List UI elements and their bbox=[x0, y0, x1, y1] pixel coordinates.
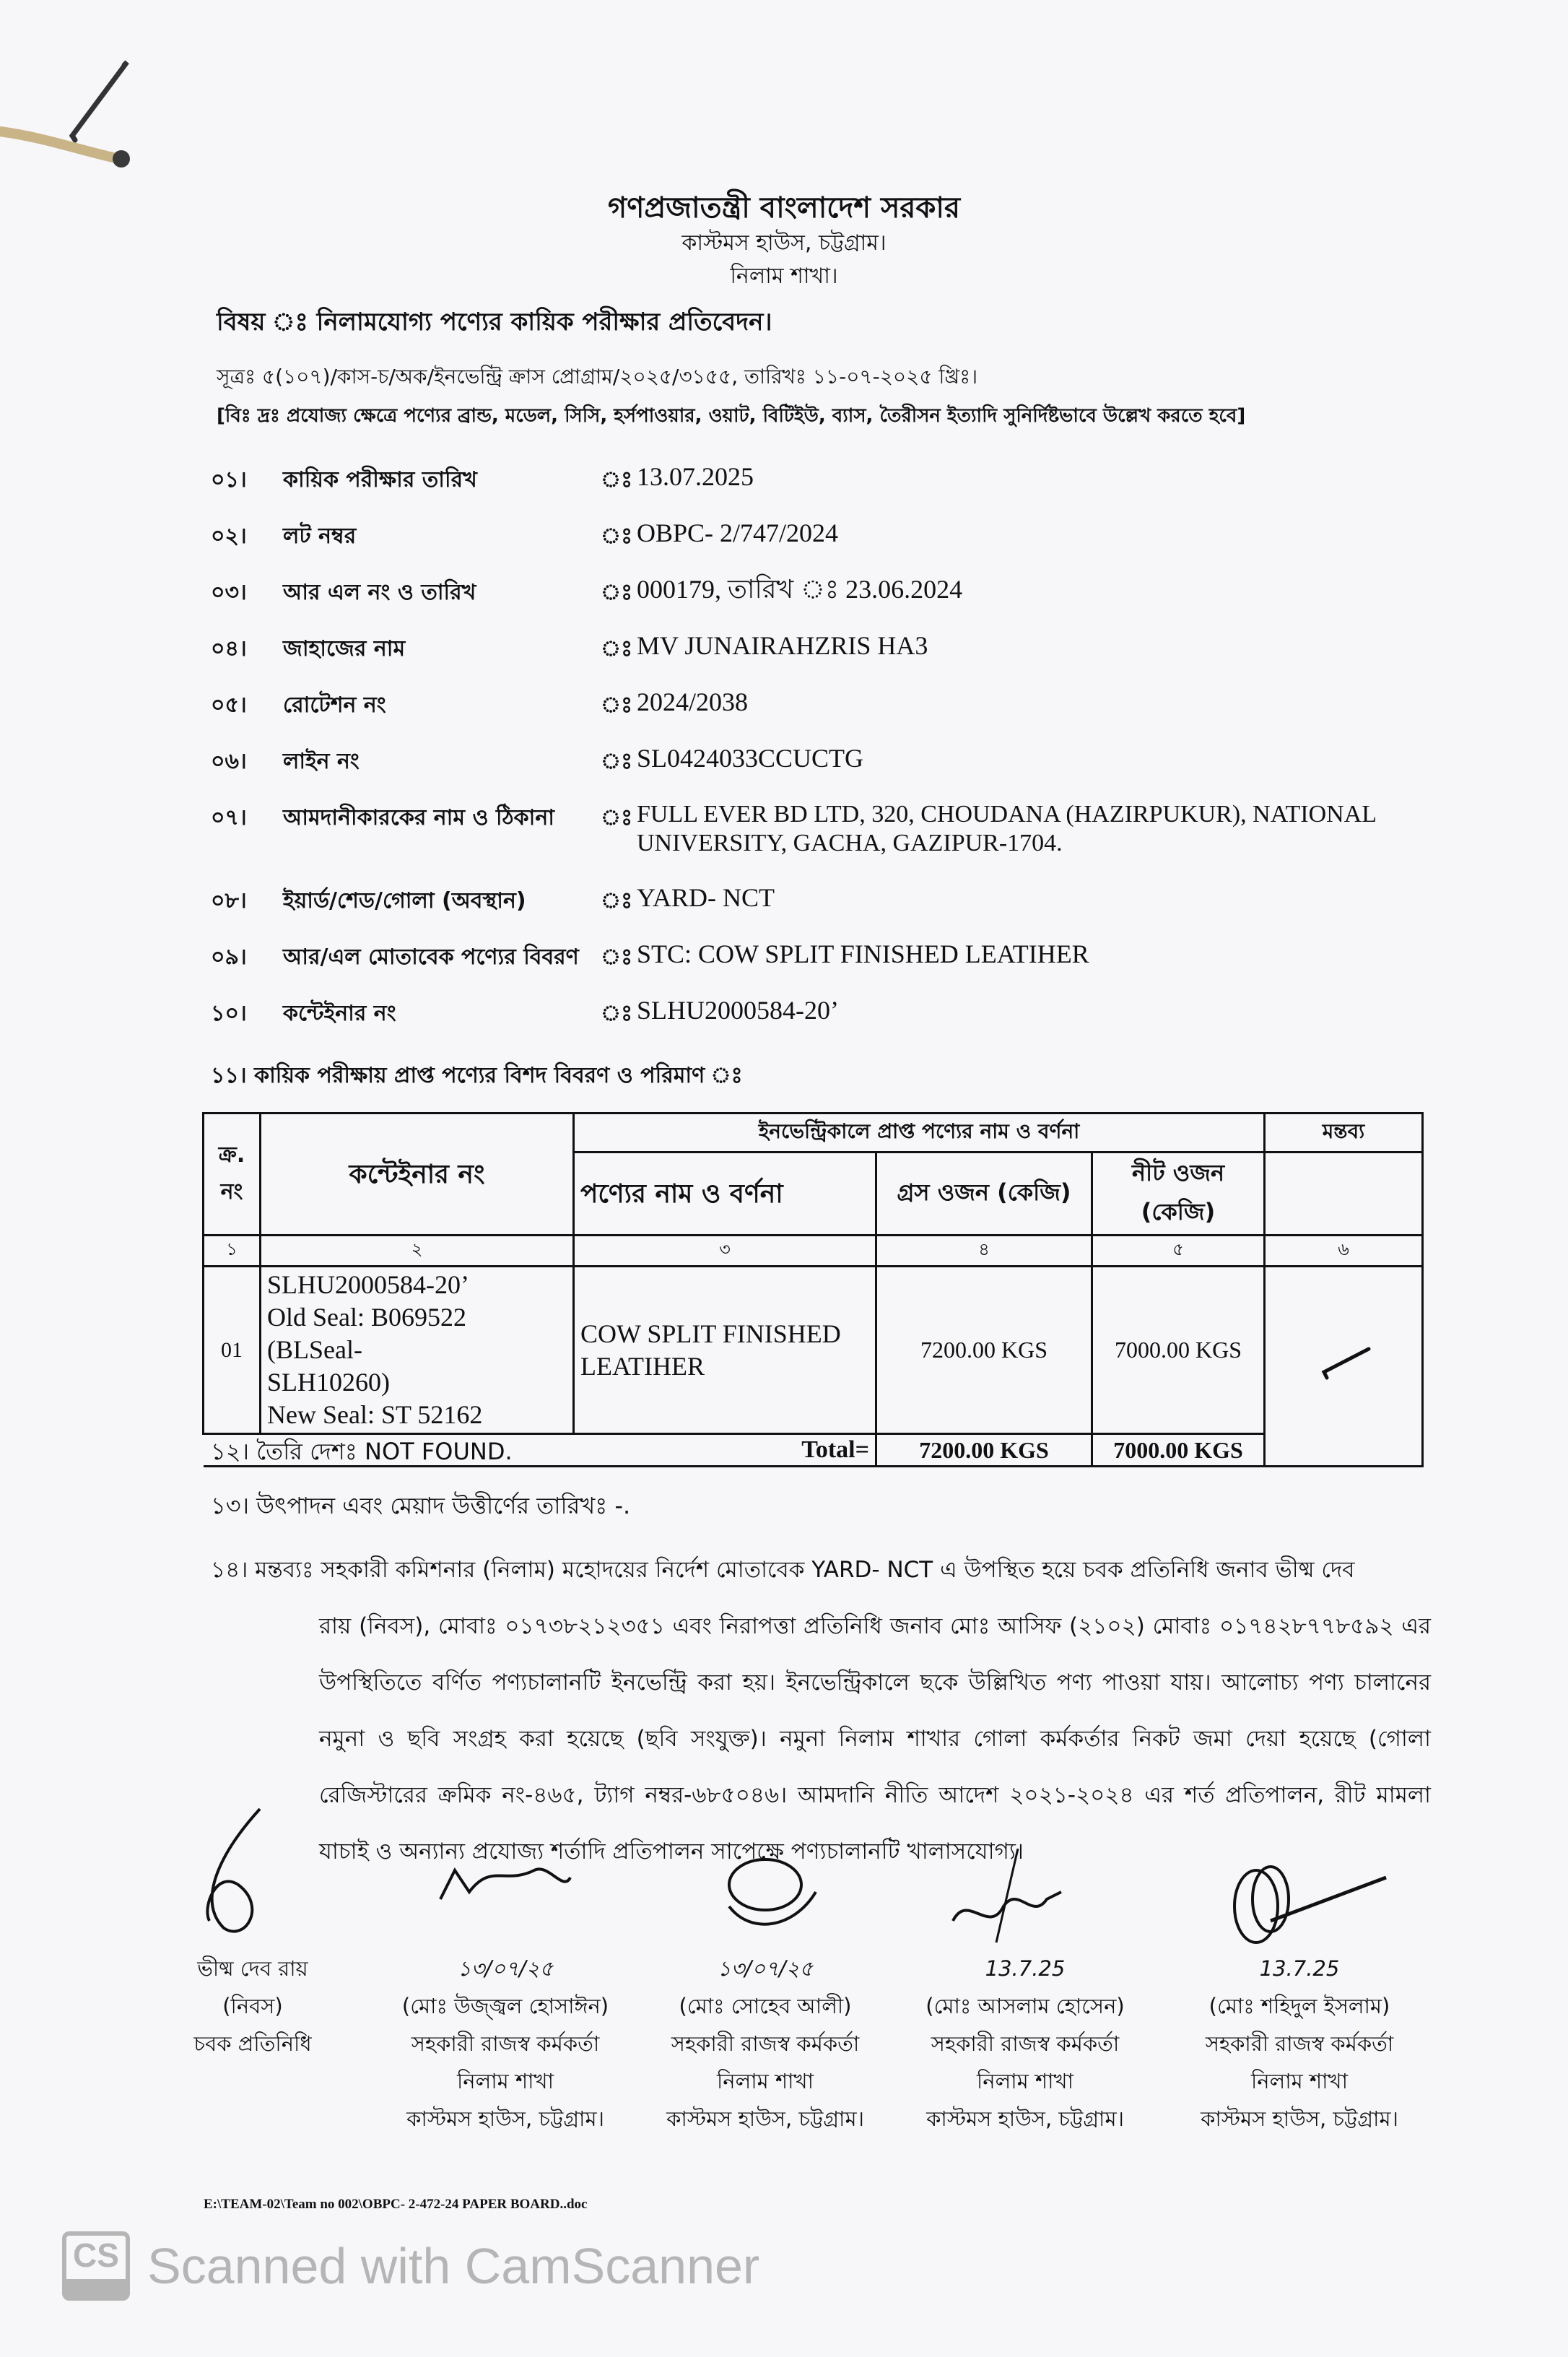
header-container: কন্টেইনার নং bbox=[261, 1114, 574, 1236]
info-item bbox=[211, 631, 1438, 687]
item-value: MV JUNAIRAHZRIS HA3 bbox=[637, 631, 928, 660]
remarks-first-line: ১৪। মন্তব্যঃ সহকারী কমিশনার (নিলাম) মহোদয়ের নির্দেশ মোতাবেক YARD- NCT এ উপস্থিত হয়ে চবক প্রতিনিধি জনাব ভীষ্ম দেব bbox=[211, 1557, 1355, 1583]
item-label: লাইন নং bbox=[283, 749, 360, 774]
camscanner-logo-icon: CS bbox=[62, 2231, 130, 2301]
handwritten-date: ১৩/০৭/২৫ bbox=[457, 1956, 554, 1981]
handwritten-signature bbox=[180, 1805, 325, 1950]
total-gross: 7200.00 KGS bbox=[876, 1434, 1092, 1467]
file-path-footer: E:\TEAM-02\Team no 002\OBPC- 2-472-24 PAPER BOARD..doc bbox=[204, 2197, 588, 2212]
camscanner-watermark bbox=[62, 2231, 759, 2301]
item-value: STC: COW SPLIT FINISHED LEATIHER bbox=[637, 939, 1089, 968]
subject-line: বিষয় ঃ নিলামযোগ্য পণ্যের কায়িক পরীক্ষার প্রতিবেদন। bbox=[217, 308, 772, 337]
item-number: ০৩। bbox=[211, 580, 247, 605]
item-label: জাহাজের নাম bbox=[283, 636, 406, 661]
header-serial bbox=[204, 1114, 261, 1236]
signatory-designation: সহকারী রাজস্ব কর্মকর্তা bbox=[1205, 2031, 1394, 2056]
office-name: কাস্টমস হাউস, চট্টগ্রাম। bbox=[681, 230, 887, 256]
signatory-name: (মোঃ আসলাম হোসেন) bbox=[925, 1994, 1125, 2018]
info-item bbox=[211, 883, 1438, 939]
item-value: YARD- NCT bbox=[637, 883, 775, 912]
column-number: ২ bbox=[261, 1236, 574, 1267]
item-label: আর/এল মোতাবেক পণ্যের বিবরণ bbox=[283, 945, 579, 970]
container-line: New Seal: ST 52162 bbox=[267, 1400, 483, 1429]
signatory-name: (মোঃ শহিদুল ইসলাম) bbox=[1208, 1994, 1390, 2018]
handwritten-date: ১৩/০৭/২৫ bbox=[717, 1956, 814, 1981]
signatory bbox=[1177, 1849, 1422, 2137]
item-11-heading: ১১। কায়িক পরীক্ষায় প্রাপ্ত পণ্যের বিশদ বিবরণ ও পরিমাণ ঃ bbox=[211, 1063, 743, 1088]
item-number: ০৯। bbox=[211, 945, 247, 970]
info-item bbox=[211, 996, 1438, 1052]
item-label: ইয়ার্ড/শেড/গোলা (অবস্থান) bbox=[283, 888, 526, 913]
item-label: রোটেশন নং bbox=[283, 693, 386, 718]
staple-and-string-image bbox=[0, 43, 188, 188]
item-colon: ঃ bbox=[601, 750, 633, 773]
signatory-branch: নিলাম শাখা bbox=[977, 2069, 1073, 2093]
header-remarks: মন্তব্য bbox=[1265, 1114, 1423, 1153]
signatory-name: ভীষ্ম দেব রায় (নিবস) bbox=[197, 1956, 308, 2018]
header-serial-bottom: নং bbox=[220, 1179, 243, 1204]
header-description: পণ্যের নাম ও বর্ণনা bbox=[574, 1153, 876, 1236]
item-value: SL0424033CCUCTG bbox=[637, 744, 864, 773]
inventory-table bbox=[202, 1112, 1424, 1467]
handwritten-date: 13.7.25 bbox=[1259, 1956, 1340, 1981]
signatory-office: কাস্টমস হাউস, চট্টগ্রাম। bbox=[406, 2106, 604, 2131]
table-header-row bbox=[204, 1114, 1423, 1153]
cell-net: 7000.00 KGS bbox=[1092, 1267, 1265, 1434]
signatory-branch: নিলাম শাখা bbox=[717, 2069, 814, 2093]
signatory-name: (মোঃ উজ্জ্বল হোসাঈন) bbox=[401, 1994, 609, 2018]
signatory-name: (মোঃ সোহেব আলী) bbox=[679, 1994, 852, 2018]
column-number: ৩ bbox=[574, 1236, 876, 1267]
item-number: ০৬। bbox=[211, 749, 247, 774]
info-item bbox=[211, 575, 1438, 631]
signatory-designation: চবক প্রতিনিধি bbox=[193, 2031, 312, 2056]
cell-serial: 01 bbox=[204, 1267, 261, 1434]
signatory-branch: নিলাম শাখা bbox=[1251, 2069, 1348, 2093]
item-value: 2024/2038 bbox=[637, 687, 749, 716]
cell-remarks bbox=[1265, 1267, 1423, 1467]
info-item bbox=[211, 518, 1438, 575]
item-label: কন্টেইনার নং bbox=[283, 1001, 396, 1026]
container-line: SLHU2000584-20’ bbox=[267, 1270, 469, 1299]
signatory-branch: নিলাম শাখা bbox=[457, 2069, 554, 2093]
country-of-origin-line: ১২। তৈরি দেশঃ NOT FOUND. bbox=[211, 1438, 513, 1465]
branch-name: নিলাম শাখা। bbox=[730, 264, 838, 289]
signatory-office: কাস্টমস হাউস, চট্টগ্রাম। bbox=[926, 2106, 1124, 2131]
signatory bbox=[397, 1849, 614, 2137]
signatory-designation: সহকারী রাজস্ব কর্মকর্তা bbox=[411, 2031, 600, 2056]
column-number: ৪ bbox=[876, 1236, 1092, 1267]
info-item bbox=[211, 462, 1438, 518]
reference-line: সূত্রঃ ৫(১০৭)/কাস-চ/অক/ইনভেন্ট্রি ক্রাস প্রোগ্রাম/২০২৫/৩১৫৫, তারিখঃ ১১-০৭-২০২৫ খ্রিঃ। bbox=[217, 365, 978, 389]
item-colon: ঃ bbox=[601, 637, 633, 661]
container-line: Old Seal: B069522 (BLSeal- bbox=[267, 1303, 466, 1364]
item-number: ১০। bbox=[211, 1001, 247, 1026]
item-colon: ঃ bbox=[601, 1002, 633, 1025]
signatory-office: কাস্টমস হাউস, চট্টগ্রাম। bbox=[666, 2106, 864, 2131]
table-row bbox=[204, 1267, 1423, 1434]
info-item bbox=[211, 687, 1438, 744]
info-list bbox=[211, 462, 1438, 1052]
cell-description: COW SPLIT FINISHED LEATIHER bbox=[574, 1267, 876, 1434]
info-item bbox=[211, 939, 1438, 996]
note-line: [বিঃ দ্রঃ প্রযোজ্য ক্ষেত্রে পণ্যের ব্রান্ড, মডেল, সিসি, হর্সপাওয়ার, ওয়াট, বিটিইউ, ব্যাস, তৈরীসন ইত্যাদি সুনির্দিষ্টভাবে উল্লেখ করতে হবে] bbox=[217, 405, 1246, 427]
item-number: ০৮। bbox=[211, 888, 247, 913]
total-net: 7000.00 KGS bbox=[1092, 1434, 1265, 1467]
header-gross: গ্রস ওজন (কেজি) bbox=[876, 1153, 1092, 1236]
item-colon: ঃ bbox=[601, 581, 633, 604]
cell-container bbox=[261, 1267, 574, 1434]
container-line: SLH10260) bbox=[267, 1368, 390, 1397]
info-item bbox=[211, 744, 1438, 800]
handwritten-signature bbox=[1206, 1849, 1393, 1950]
document-header bbox=[0, 189, 1568, 293]
checkmark-icon bbox=[1311, 1342, 1376, 1385]
item-number: ০৫। bbox=[211, 693, 247, 718]
header-net: নীট ওজন (কেজি) bbox=[1092, 1153, 1265, 1236]
item-colon: ঃ bbox=[601, 806, 633, 830]
item-number: ০২। bbox=[211, 524, 247, 549]
signatory-designation: সহকারী রাজস্ব কর্মকর্তা bbox=[671, 2031, 860, 2056]
item-number: ০৪। bbox=[211, 636, 247, 661]
header-serial-top: ক্র. bbox=[218, 1142, 245, 1168]
item-colon: ঃ bbox=[601, 945, 633, 969]
item-label: কায়িক পরীক্ষার তারিখ bbox=[283, 467, 477, 492]
signatory-office: কাস্টমস হাউস, চট্টগ্রাম। bbox=[1201, 2106, 1398, 2131]
handwritten-signature bbox=[426, 1849, 585, 1950]
item-value: SLHU2000584-20’ bbox=[637, 996, 839, 1025]
column-number: ৬ bbox=[1265, 1236, 1423, 1267]
signatory bbox=[910, 1849, 1141, 2137]
info-item bbox=[211, 800, 1438, 883]
production-expiry-line: ১৩। উৎপাদন এবং মেয়াদ উত্তীর্ণের তারিখঃ -. bbox=[211, 1492, 631, 1519]
column-number: ৫ bbox=[1092, 1236, 1265, 1267]
column-number-row bbox=[204, 1236, 1423, 1267]
header-remarks-blank bbox=[1265, 1153, 1423, 1236]
header-inventory-group: ইনভেন্ট্রিকালে প্রাপ্ত পণ্যের নাম ও বর্ণনা bbox=[574, 1114, 1265, 1153]
remarks-body: রায় (নিবস), মোবাঃ ০১৭৩৮২১২৩৫১ এবং নিরাপত্তা প্রতিনিধি জনাব মোঃ আসিফ (২১০২) মোবাঃ ০১৭৪২৮৭৭৮৫৯২ এর উপস্থিতিতে বর্ণিত পণ্যচালানটি ইনভেন্ট্রি করা হয়। ইনভেন্ট্রিকালে ছকে উল্লিখিত পণ্য পাওয়া যায়। আলোচ্য পণ্য চালানের নমুনা ও ছবি সংগ্রহ করা হয়েছে (ছবি সংযুক্ত)। নমুনা নিলাম শাখার গোলা কর্মকর্তার নিকট জমা দেয়া হয়েছে (গোলা রেজিস্টারের ক্রমিক নং-৪৬৫, ট্যাগ নম্বর-৬৮৫০৪৬। আমদানি নীতি আদেশ ২০২১-২০২৪ এর শর্ত প্রতিপালন, রীট মামলা যাচাই ও অন্যান্য প্রযোজ্য শর্তাদি প্রতিপালন সাপেক্ষে পণ্যচালানটি খালাসযোগ্য। bbox=[319, 1613, 1431, 1865]
item-value: FULL EVER BD LTD, 320, CHOUDANA (HAZIRPUKUR), NATIONAL UNIVERSITY, GACHA, GAZIPUR-1704. bbox=[637, 801, 1376, 856]
item-colon: ঃ bbox=[601, 524, 633, 548]
column-number: ১ bbox=[204, 1236, 261, 1267]
item-value: OBPC- 2/747/2024 bbox=[637, 518, 839, 547]
handwritten-date: 13.7.25 bbox=[985, 1956, 1066, 1981]
signature-block bbox=[166, 1805, 1465, 2131]
item-colon: ঃ bbox=[601, 889, 633, 913]
item-colon: ঃ bbox=[601, 693, 633, 717]
signatory bbox=[657, 1849, 874, 2137]
watermark-text: Scanned with CamScanner bbox=[147, 2238, 760, 2294]
item-value: 13.07.2025 bbox=[637, 462, 754, 491]
item-label: আমদানীকারকের নাম ও ঠিকানা bbox=[283, 805, 554, 830]
item-value: 000179, তারিখ ঃ 23.06.2024 bbox=[637, 575, 963, 604]
handwritten-signature bbox=[938, 1849, 1112, 1950]
handwritten-signature bbox=[686, 1849, 845, 1950]
item-number: ০১। bbox=[211, 467, 247, 492]
item-label: লট নম্বর bbox=[283, 524, 357, 549]
item-label: আর এল নং ও তারিখ bbox=[283, 580, 476, 605]
government-title: গণপ্রজাতন্ত্রী বাংলাদেশ সরকার bbox=[608, 191, 960, 225]
item-number: ০৭। bbox=[211, 805, 247, 830]
item-colon: ঃ bbox=[601, 468, 633, 492]
total-label: Total= bbox=[204, 1434, 876, 1467]
signatory bbox=[166, 1805, 339, 2062]
cell-gross: 7200.00 KGS bbox=[876, 1267, 1092, 1434]
signatory-designation: সহকারী রাজস্ব কর্মকর্তা bbox=[931, 2031, 1120, 2056]
